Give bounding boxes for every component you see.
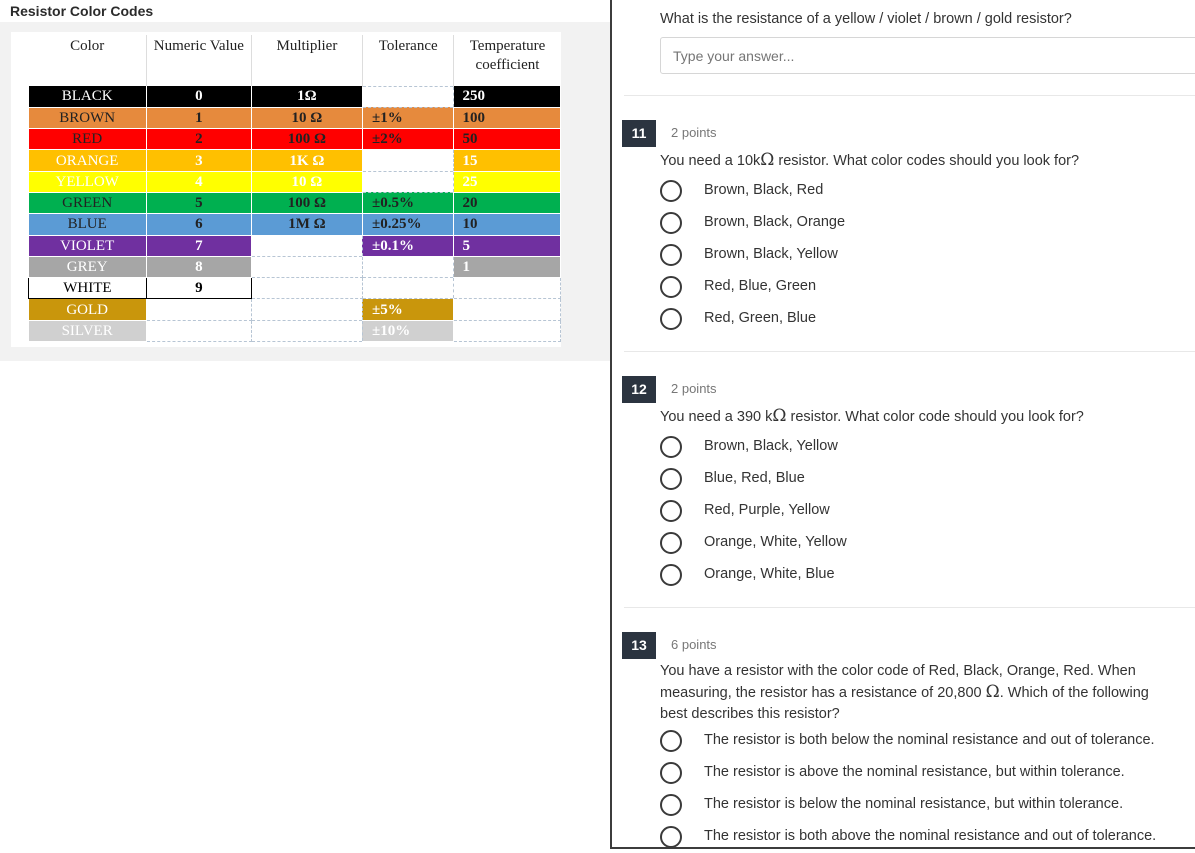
radio-button[interactable]: [660, 276, 682, 298]
table-cell-num: 3: [146, 150, 251, 171]
question-13-text: [660, 661, 1190, 725]
table-cell-mult: [251, 235, 362, 256]
answer-option[interactable]: [660, 826, 1195, 848]
table-row: [29, 171, 561, 192]
table-cell-tol: ±10%: [362, 320, 453, 341]
question-separator: [624, 607, 1195, 608]
radio-button[interactable]: [660, 308, 682, 330]
table-cell-num: 1: [146, 107, 251, 128]
option-label: Blue, Red, Blue: [704, 470, 805, 486]
table-cell-mult: 1Ω: [251, 86, 362, 107]
reference-title: Resistor Color Codes: [10, 3, 154, 19]
table-cell-temp: 10: [454, 214, 561, 235]
table-cell-num: 7: [146, 235, 251, 256]
reference-table-container: [11, 32, 561, 347]
question-separator: [624, 95, 1195, 96]
option-label: Brown, Black, Yellow: [704, 438, 838, 454]
table-cell-name: RED: [29, 129, 147, 150]
radio-button[interactable]: [660, 212, 682, 234]
answer-option[interactable]: [660, 532, 1195, 554]
ohm-symbol: Ω: [985, 682, 1000, 702]
table-cell-tol: [362, 256, 453, 277]
table-header-row: [29, 35, 561, 86]
header-color: Color: [29, 35, 147, 86]
table-cell-tol: ±0.25%: [362, 214, 453, 235]
radio-button[interactable]: [660, 180, 682, 202]
table-cell-temp: 250: [454, 86, 561, 107]
table-row: [29, 256, 561, 277]
option-label: Orange, White, Yellow: [704, 534, 847, 550]
table-cell-temp: 15: [454, 150, 561, 171]
table-cell-num: [146, 299, 251, 320]
table-cell-mult: [251, 256, 362, 277]
radio-button[interactable]: [660, 500, 682, 522]
table-cell-tol: ±1%: [362, 107, 453, 128]
radio-button[interactable]: [660, 244, 682, 266]
option-label: The resistor is below the nominal resistance, but within tolerance.: [704, 796, 1124, 812]
option-label: Orange, White, Blue: [704, 566, 835, 582]
table-row: [29, 150, 561, 171]
header-multiplier: Multiplier: [251, 35, 362, 86]
question-separator: [624, 351, 1195, 352]
answer-option[interactable]: [660, 564, 1195, 586]
table-body: [29, 86, 561, 342]
question-number-badge: 11: [622, 120, 656, 147]
answer-option[interactable]: [660, 436, 1195, 458]
table-row: [29, 320, 561, 341]
table-cell-name: BROWN: [29, 107, 147, 128]
ohm-symbol: Ω: [760, 150, 775, 170]
table-cell-name: BLACK: [29, 86, 147, 107]
table-row: [29, 214, 561, 235]
table-cell-temp: 25: [454, 171, 561, 192]
table-cell-name: SILVER: [29, 320, 147, 341]
answer-option[interactable]: [660, 500, 1195, 522]
table-cell-mult: 10 Ω: [251, 107, 362, 128]
table-cell-tol: ±5%: [362, 299, 453, 320]
question-text-part: You need a 390 k: [660, 409, 773, 425]
table-cell-temp: 50: [454, 129, 561, 150]
table-row: [29, 129, 561, 150]
table-cell-num: 5: [146, 192, 251, 213]
radio-button[interactable]: [660, 826, 682, 848]
table-row: [29, 192, 561, 213]
radio-button[interactable]: [660, 730, 682, 752]
question-text-part: You need a 10k: [660, 153, 761, 169]
option-label: Red, Green, Blue: [704, 310, 817, 326]
question-text-part: resistor. What color code should you look for?: [786, 409, 1084, 425]
answer-option[interactable]: [660, 244, 1195, 266]
radio-button[interactable]: [660, 794, 682, 816]
table-cell-tol: ±0.5%: [362, 192, 453, 213]
option-label: Red, Purple, Yellow: [704, 502, 830, 518]
ohm-symbol: Ω: [772, 406, 787, 426]
question-number-badge: 12: [622, 376, 656, 403]
option-label: Brown, Black, Orange: [704, 214, 846, 230]
answer-option[interactable]: [660, 794, 1195, 816]
question-points: 2 points: [671, 125, 717, 140]
table-cell-name: GREY: [29, 256, 147, 277]
table-cell-tol: [362, 86, 453, 107]
radio-button[interactable]: [660, 564, 682, 586]
question-text-line: You have a resistor with the color code of Red, Black, Orange, Red. When: [660, 663, 1136, 679]
question-text-part: . Which of the following: [999, 685, 1149, 701]
question-points: 2 points: [671, 381, 717, 396]
table-cell-mult: [251, 278, 362, 299]
table-cell-mult: [251, 320, 362, 341]
quiz-pane: [612, 0, 1195, 847]
question-points: 6 points: [671, 637, 717, 652]
table-cell-name: GOLD: [29, 299, 147, 320]
table-cell-num: [146, 320, 251, 341]
table-cell-tol: ±0.1%: [362, 235, 453, 256]
table-cell-tol: ±2%: [362, 129, 453, 150]
header-numeric-value: Numeric Value: [146, 35, 251, 86]
option-label: The resistor is above the nominal resistance, but within tolerance.: [704, 764, 1125, 780]
header-temperature-coefficient: Temperature coefficient: [469, 38, 546, 73]
table-cell-name: ORANGE: [29, 150, 147, 171]
table-cell-mult: [251, 299, 362, 320]
radio-button[interactable]: [660, 532, 682, 554]
table-cell-temp: 20: [454, 192, 561, 213]
header-tolerance: Tolerance: [362, 35, 453, 86]
table-cell-mult: 1K Ω: [251, 150, 362, 171]
table-cell-name: YELLOW: [29, 171, 147, 192]
table-cell-temp: [454, 278, 561, 299]
table-cell-num: 4: [146, 171, 251, 192]
answer-option[interactable]: [660, 762, 1195, 784]
table-row: [29, 107, 561, 128]
table-cell-mult: 10 Ω: [251, 171, 362, 192]
question-10-text: What is the resistance of a yellow / violet / brown / gold resistor?: [660, 11, 1072, 27]
answer-input[interactable]: [660, 37, 1195, 74]
table-row: [29, 86, 561, 107]
table-cell-num: 8: [146, 256, 251, 277]
table-cell-mult: 100 Ω: [251, 192, 362, 213]
question-text-line: best describes this resistor?: [660, 706, 840, 722]
table-cell-num: 9: [146, 278, 251, 299]
question-text-part: resistor. What color codes should you look for?: [774, 153, 1080, 169]
table-cell-name: BLUE: [29, 214, 147, 235]
table-cell-temp: [454, 320, 561, 341]
question-text-line: [660, 682, 1190, 704]
question-12-text: [660, 406, 1084, 428]
answer-option[interactable]: [660, 212, 1195, 234]
option-label: The resistor is both above the nominal resistance and out of tolerance.: [704, 828, 1157, 844]
table-row: [29, 235, 561, 256]
table-cell-tol: [362, 171, 453, 192]
radio-button[interactable]: [660, 468, 682, 490]
table-cell-temp: 5: [454, 235, 561, 256]
resistor-color-code-table: [28, 35, 561, 342]
table-row: [29, 278, 561, 299]
option-label: Red, Blue, Green: [704, 278, 817, 294]
answer-option[interactable]: [660, 308, 1195, 330]
question-text-part: measuring, the resistor has a resistance of 20,800: [660, 685, 986, 701]
table-cell-name: GREEN: [29, 192, 147, 213]
table-row: [29, 299, 561, 320]
answer-option[interactable]: [660, 468, 1195, 490]
option-label: Brown, Black, Red: [704, 182, 824, 198]
answer-option[interactable]: [660, 276, 1195, 298]
table-cell-name: WHITE: [29, 278, 147, 299]
radio-button[interactable]: [660, 436, 682, 458]
table-cell-tol: [362, 278, 453, 299]
table-cell-temp: 1: [454, 256, 561, 277]
table-cell-num: 2: [146, 129, 251, 150]
table-cell-name: VIOLET: [29, 235, 147, 256]
question-11-text: [660, 150, 1079, 172]
table-cell-num: 6: [146, 214, 251, 235]
table-cell-tol: [362, 150, 453, 171]
question-number-badge: 13: [622, 632, 656, 659]
answer-option[interactable]: [660, 730, 1195, 752]
table-cell-mult: 100 Ω: [251, 129, 362, 150]
table-cell-mult: 1M Ω: [251, 214, 362, 235]
option-label: The resistor is both below the nominal resistance and out of tolerance.: [704, 732, 1155, 748]
table-cell-num: 0: [146, 86, 251, 107]
table-cell-temp: 100: [454, 107, 561, 128]
radio-button[interactable]: [660, 762, 682, 784]
table-cell-temp: [454, 299, 561, 320]
option-label: Brown, Black, Yellow: [704, 246, 838, 262]
answer-option[interactable]: [660, 180, 1195, 202]
